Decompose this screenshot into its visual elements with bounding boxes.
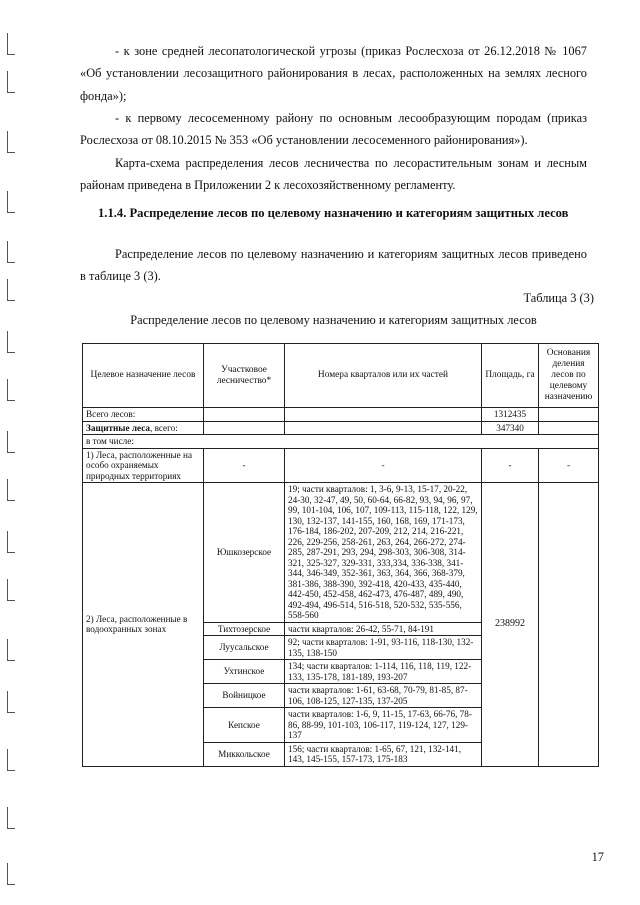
- row2-area: 238992: [482, 483, 539, 767]
- protective-area: 347340: [482, 421, 539, 435]
- table-row-water-protection: [83, 483, 599, 623]
- district-name: Кепское: [204, 708, 285, 743]
- binding-edge-marks: [0, 0, 30, 905]
- paragraph-map-scheme: Карта-схема распределения лесов лесничества по лесорастительным зонам и лесным районам приведена в Приложении 2 к лесохозяйственному регламенту.: [80, 156, 587, 193]
- table-row-protected-areas: [83, 448, 599, 483]
- district-name: Войницкое: [204, 684, 285, 708]
- paragraph-distribution-intro: Распределение лесов по целевому назначению и категориям защитных лесов приведено в таблице 3 (3).: [80, 247, 587, 284]
- forest-distribution-table: [82, 343, 599, 767]
- row2-grounds: [539, 483, 599, 767]
- district-quarters: части кварталов: 1-61, 63-68, 70-79, 81-85, 87-106, 108-125, 127-135, 137-205: [285, 684, 482, 708]
- row1-district: -: [204, 448, 285, 483]
- district-name: Луусальское: [204, 636, 285, 660]
- header-grounds: Основания деления лесов по целевому назначению: [539, 344, 599, 408]
- district-quarters: 156; части кварталов: 1-65, 67, 121, 132-141, 143, 145-155, 157-173, 175-183: [285, 742, 482, 766]
- row1-quarters: -: [285, 448, 482, 483]
- district-quarters: части кварталов: 1-6, 9, 11-15, 17-63, 66-76, 78-86, 88-99, 101-103, 106-117, 119-124, 127, 129-137: [285, 708, 482, 743]
- total-area: 1312435: [482, 408, 539, 422]
- row1-area: -: [482, 448, 539, 483]
- header-area: Площадь, га: [482, 344, 539, 408]
- district-quarters: 19; части кварталов: 1, 3-6, 9-13, 15-17, 20-22, 24-30, 32-47, 49, 50, 60-64, 66-82, 93, 94, 96, 97, 99, 101-104, 106, 107, 109-113, 115-118, 122, 129, 130, 132-137, 141-155, 160, 168, 169, 171-173, 176-184, 186-202, 207-209, 212, 214, 216-221, 226, 229-256, 258-261, 263, 264, 266-272, 274-285, 287-291, 293, 294, 298-303, 306-308, 314-321, 325-327, 329-331, 333,334, 336-338, 341-344, 346-349, 352-361, 363, 364, 366, 368-379, 381-386, 388-390, 392-418, 420-433, 435-440, 442-450, 452-458, 462-473, 476-487, 489, 490, 492-494, 496-514, 516-518, 520-532, 535-556, 558-560: [285, 483, 482, 623]
- paragraph-pest-zone: - к зоне средней лесопатологической угрозы (приказ Рослесхоза от 26.12.2018 № 1067 «Об установлении лесозащитного районирования в лесах, расположенных на землях лесного фонда»);: [80, 44, 587, 103]
- district-quarters: 92; части кварталов: 1-91, 93-116, 118-130, 132-135, 138-150: [285, 636, 482, 660]
- row2-purpose: 2) Леса, расположенные в водоохранных зонах: [83, 483, 204, 767]
- district-name: Ухтинское: [204, 660, 285, 684]
- header-purpose: Целевое назначение лесов: [83, 344, 204, 408]
- district-quarters: части кварталов: 26-42, 55-71, 84-191: [285, 622, 482, 636]
- table-title: Распределение лесов по целевому назначению и категориям защитных лесов: [130, 313, 537, 327]
- district-name: Тихтозерское: [204, 622, 285, 636]
- header-quarters: Номера кварталов или их частей: [285, 344, 482, 408]
- row1-grounds: -: [539, 448, 599, 483]
- header-district: Участковое лесничество*: [204, 344, 285, 408]
- including-label: в том числе:: [83, 435, 599, 449]
- table-row-including: [83, 435, 599, 449]
- district-quarters: 134; части кварталов: 1-114, 116, 118, 119, 122-133, 135-178, 181-189, 193-207: [285, 660, 482, 684]
- row1-purpose: 1) Леса, расположенные на особо охраняемых природных территориях: [83, 448, 204, 483]
- protective-label: Защитные леса, всего:: [83, 421, 204, 435]
- total-label: Всего лесов:: [83, 408, 204, 422]
- district-name: Миккольское: [204, 742, 285, 766]
- district-name: Юшкозерское: [204, 483, 285, 623]
- table-label: Таблица 3 (3): [523, 291, 594, 305]
- table-row-total: [83, 408, 599, 422]
- paragraph-seed-district: - к первому лесосеменному району по основным лесообразующим породам (приказ Рослесхоза от 08.10.2015 № 353 «Об установлении лесосеменного районирования»).: [80, 111, 587, 148]
- section-heading: 1.1.4. Распределение лесов по целевому назначению и категориям защитных лесов: [98, 206, 569, 220]
- table-row-protective: [83, 421, 599, 435]
- page-number: 17: [591, 850, 604, 864]
- table-header-row: [83, 344, 599, 408]
